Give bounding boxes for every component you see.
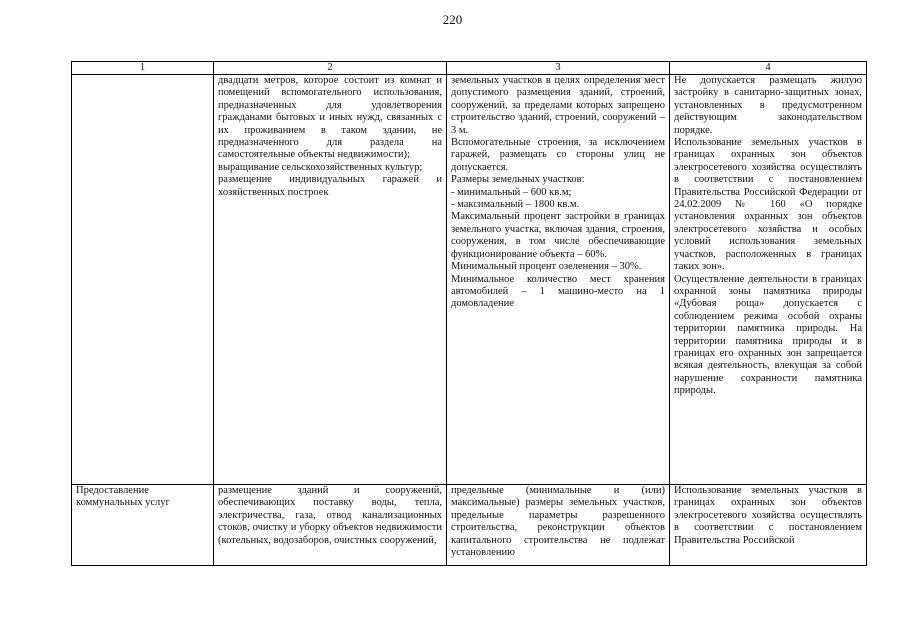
cell-paragraph: Использование земельных участков в границах охранных зон объектов электросетевого хозяйства осуществлять в соответствии с постановлением Правительства Российской (674, 485, 862, 546)
restrictions-cell (670, 485, 867, 566)
column-number-2: 2 (214, 62, 447, 75)
table-row (72, 75, 867, 485)
column-number-1: 1 (72, 62, 214, 75)
page-number: 220 (442, 12, 463, 27)
use-type-cell (72, 75, 214, 485)
parameters-cell (447, 75, 670, 485)
column-number-3: 3 (447, 62, 670, 75)
parameters-cell (447, 485, 670, 566)
cell-paragraph: Размеры земельных участков: (451, 174, 585, 186)
cell-paragraph: - минимальный – 600 кв.м; (451, 186, 572, 198)
cell-paragraph: Осуществление деятельности в границах охранной зоны памятника природы «Дубовая роща» допускается с соблюдением режима особой охраны территории памятника природы. На территории памятника природы и в границах его охранных зон запрещается всякая деятельность, влекущая за собой нарушение сохранности памятника природы. (674, 273, 862, 397)
cell-paragraph: Использование земельных участков в границах охранных зон объектов электросетевого хозяйства осуществлять в соответствии с постановлением Правительства Российской Федерации от 24.02.2009 № 160 «О порядке установления охранных зон объектов электросетевого хозяйства и особых условий использования земельных участков, расположенных в границах таких зон». (674, 137, 862, 273)
use-description-cell (214, 75, 447, 485)
table-header-row (72, 62, 867, 75)
cell-paragraph: Минимальное количество мест хранения автомобилей – 1 машино-место на 1 домовладение (451, 273, 665, 310)
cell-paragraph: Предоставление коммунальных услуг (76, 485, 170, 509)
cell-paragraph: Не допускается размещать жилую застройку в санитарно-защитных зонах, установленных в предусмотренном действующим законодательством порядке. (674, 75, 862, 136)
cell-paragraph: земельных участков в целях определения мест допустимого размещения зданий, строений, сооружений, за пределами которых запрещено строительство зданий, строений, сооружений – 3 м. (451, 75, 665, 136)
cell-paragraph: предельные (минимальные и (или) максимальные) размеры земельных участков, предельные параметры разрешенного строительства, реконструкции объектов капитального строительства не подлежат установлению (451, 485, 665, 559)
cell-paragraph: - максимальный – 1800 кв.м. (451, 199, 580, 211)
regulations-table (71, 61, 867, 566)
cell-paragraph: выращивание сельскохозяйственных культур; (218, 161, 423, 173)
cell-paragraph: размещение индивидуальных гаражей и хозяйственных построек (218, 174, 442, 198)
cell-paragraph: Максимальный процент застройки в границах земельного участка, включая здания, строения, сооружения, в том числе обеспечивающие функционирование объекта – 60%. (451, 211, 665, 260)
cell-paragraph: двадцати метров, которое состоит из комнат и помещений вспомогательного использования, предназначенных для удовлетворения гражданами бытовых и иных нужд, связанных с их проживанием в таком здании, не предназначенного для раздела на самостоятельные объекты недвижимости); (218, 75, 442, 161)
table-row (72, 485, 867, 566)
cell-paragraph: размещение зданий и сооружений, обеспечивающих поставку воды, тепла, электричества, газа, отвод канализационных стоков, очистку и уборку объектов недвижимости (котельных, водозаборов, очистных сооружений, (218, 485, 442, 546)
column-number-4: 4 (670, 62, 867, 75)
use-type-cell (72, 485, 214, 566)
cell-paragraph: Вспомогательные строения, за исключением гаражей, размещать со стороны улиц не допускается. (451, 137, 665, 173)
cell-paragraph: Минимальный процент озеленения – 30%. (451, 261, 642, 273)
use-description-cell (214, 485, 447, 566)
restrictions-cell (670, 75, 867, 485)
